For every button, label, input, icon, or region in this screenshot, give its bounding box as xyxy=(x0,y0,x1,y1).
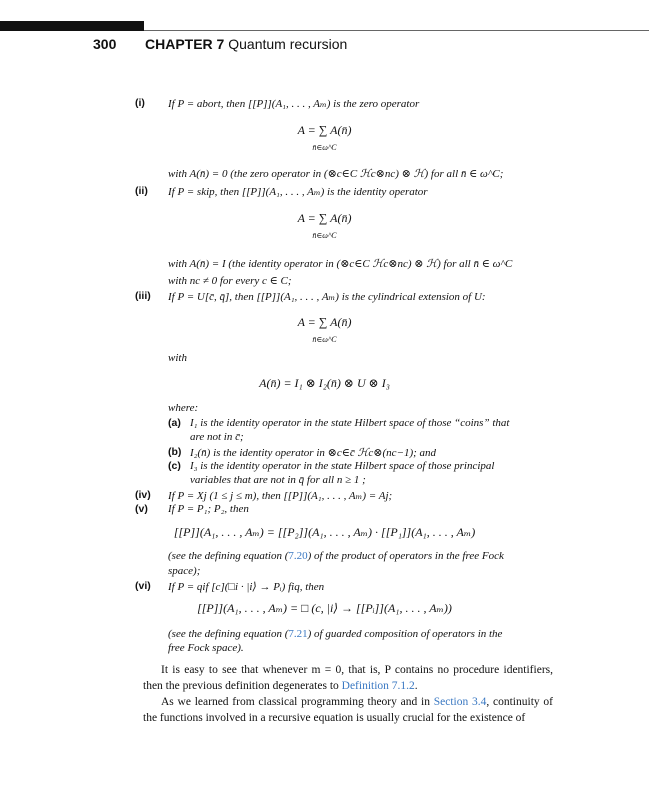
condition-text: with A(n̄) = I (the identity operator in (⊗c∈C ℋc⊗nc) ⊗ ℋ) for all n̄ ∈ ω^C xyxy=(168,258,513,270)
note-text: (see the defining equation (7.21) of guarded composition of operators in the xyxy=(168,628,503,640)
item-text: If P = skip, then [[P]](A₁, . . . , Aₘ) is the identity operator xyxy=(168,186,428,198)
condition-text: with A(n̄) = 0 (the zero operator in (⊗c∈C ℋc⊗nc) ⊗ ℋ) for all n̄ ∈ ω^C; xyxy=(168,168,504,180)
subitem-label: (c) xyxy=(168,460,181,472)
note-text: (see the defining equation (7.20) of the product of operators in the free Fock xyxy=(168,550,504,562)
item-label: (iv) xyxy=(135,489,151,501)
item-text: If P = qif [c](□i · |i⟩ → Pᵢ) fiq, then xyxy=(168,581,325,593)
item-text: If P = U[c̄, q̄], then [[P]](A₁, . . . , Aₘ) is the cylindrical extension of U: xyxy=(168,291,486,303)
item-text: If P = Xj (1 ≤ j ≤ m), then [[P]](A₁, . . . , Aₘ) = Aj; xyxy=(168,490,393,502)
equation: [[P]](A₁, . . . , Aₘ) = □ (c, |i⟩ → [[Pᵢ]](A₁, . . . , Aₘ)) xyxy=(197,601,452,615)
item-text: If P = P₁; P₂, then xyxy=(168,503,249,515)
equation: A = ∑ A(n̄) xyxy=(297,123,352,137)
equation-ref-link[interactable]: 7.20 xyxy=(288,550,308,562)
subitem-text: I₃ is the identity operator in the state Hilbert space of those principal xyxy=(190,460,495,472)
header-rule-thin xyxy=(144,30,649,31)
equation: [[P]](A₁, . . . , Aₘ) = [[P₂]](A₁, . . . , Aₘ) · [[P₁]](A₁, . . . , Aₘ) xyxy=(173,525,476,539)
paragraph-2: As we learned from classical programming theory and in Section 3.4, continuity of the functions involved in a recursive equation is usually crucial for the existence of xyxy=(143,696,554,724)
equation: A = ∑ A(n̄) xyxy=(297,315,352,329)
running-header xyxy=(0,36,649,56)
header-rule-dark xyxy=(0,21,144,31)
chapter-title: Quantum recursion xyxy=(228,36,348,52)
chapter-heading xyxy=(145,36,347,52)
equation: A = ∑ A(n̄) xyxy=(297,211,352,225)
item-text: If P = abort, then [[P]](A₁, . . . , Aₘ) is the zero operator xyxy=(168,98,420,110)
subitem-label: (b) xyxy=(168,446,182,458)
item-label: (vi) xyxy=(135,580,151,592)
equation-subscript: n̄∈ω^C xyxy=(312,231,337,240)
item-label: (iii) xyxy=(135,290,151,302)
condition-text: with nc ≠ 0 for every c ∈ C; xyxy=(168,275,292,287)
subitem-text: I₁ is the identity operator in the state Hilbert space of those “coins” that xyxy=(190,417,510,429)
paragraph-1: It is easy to see that whenever m = 0, that is, P contains no procedure identifiers, then the previous definition degenerates to Definition 7.1.2. xyxy=(143,664,553,692)
section-link[interactable]: Section 3.4 xyxy=(433,696,487,708)
item-label: (ii) xyxy=(135,185,148,197)
body-paragraphs xyxy=(143,662,553,726)
item-label: (i) xyxy=(135,97,145,109)
page-number: 300 xyxy=(93,36,117,52)
subitem-text: I₂(n̄) is the identity operator in ⊗c∈c̄ ℋc⊗(nc−1); and xyxy=(190,447,437,459)
equation-subscript: n̄∈ω^C xyxy=(312,143,337,152)
equation: A(n̄) = I₁ ⊗ I₂(n̄) ⊗ U ⊗ I₃ xyxy=(259,376,390,390)
equation-subscript: n̄∈ω^C xyxy=(312,335,337,344)
definition-link[interactable]: Definition 7.1.2 xyxy=(341,680,415,692)
subitem-label: (a) xyxy=(168,417,181,429)
equation-ref-link[interactable]: 7.21 xyxy=(288,628,308,640)
item-label: (v) xyxy=(135,503,148,515)
chapter-label: CHAPTER 7 xyxy=(145,36,225,52)
